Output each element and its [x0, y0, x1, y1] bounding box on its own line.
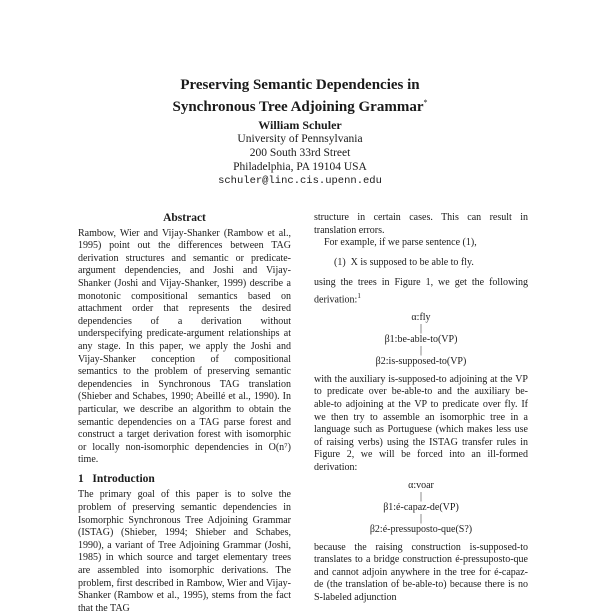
derivation-2 [314, 479, 528, 536]
left-column [78, 212, 291, 615]
author-city: Philadelphia, PA 19104 USA [233, 161, 367, 173]
right-para-5: because the raising construction is-supposed-to translates to a bridge construction é-pressuposto-que and cannot adjoin anywhere in the tree for é-capaz-de (the translation of be-able-to) because there is no S-labeled adjunction [314, 541, 528, 604]
title-line-1: Preserving Semantic Dependencies in [180, 77, 420, 93]
author-email: schuler@linc.cis.upenn.edu [218, 175, 382, 187]
footnote-mark: 1 [357, 291, 361, 300]
title-line-2: Synchronous Tree Adjoining Grammar [172, 99, 424, 115]
derivation-1-root: α:fly [411, 311, 431, 323]
right-para-1: structure in certain cases. This can result in translation errors. [314, 212, 528, 236]
derivation-2-branch-1: | [419, 490, 422, 502]
derivation-2-root: α:voar [408, 479, 434, 491]
example-sentence [334, 257, 528, 270]
intro-heading-text: Introduction [92, 472, 155, 485]
intro-heading-number: 1 [78, 472, 84, 485]
derivation-2-node-1: β1:é-capaz-de(VP) [383, 501, 459, 513]
derivation-1 [314, 311, 528, 368]
intro-heading [78, 473, 291, 486]
author-name: William Schuler [258, 118, 342, 132]
right-para-3-text: using the trees in Figure 1, we get the following derivation: [314, 277, 528, 306]
title-block [0, 76, 600, 116]
intro-text: The primary goal of this paper is to solve the problem of preserving semantic dependencies in Isomorphic Synchronous Tree Adjoining Grammar (ISTAG) (Shieber, 1994; Shieber and Schabes, 1990), a variant of Tree Adjoining Grammar (Joshi, 1985) in which source and target elementary trees are assembled into isomorphic derivations. The problem, first described in Rambow, Wier and Vijay-Shanker (Rambow et al., 1995), stems from the fact that the TAG [78, 489, 291, 614]
abstract-text: Rambow, Wier and Vijay-Shanker (Rambow et al., 1995) point out the differences between TAG derivation structures and semantic or predicate-argument dependencies, and Joshi and Vijay-Shanker (Joshi and Vijay-Shanker, 1999) describe a monotonic compositional semantics based on attachment order that represents the desired dependencies of a derivation without underspecifying predicate-argument relationships at any stage. In this paper, we apply the Joshi and Vijay-Shanker conception of compositional semantics to the problem of preserving semantic dependencies in Synchronous TAG translation (Shieber and Schabes, 1990; Abeillé et al., 1990). In particular, we describe an algorithm to obtain the semantic dependencies on a TAG parse forest and construct a target derivation forest with isomorphic or locally non-isomorphic dependencies in O(n⁷) time. [78, 227, 291, 466]
derivation-1-node-1: β1:be-able-to(VP) [384, 333, 458, 345]
derivation-1-branch-2: | [419, 344, 422, 356]
derivation-2-branch-2: | [419, 512, 422, 524]
paper-title [0, 76, 600, 116]
derivation-1-branch-1: | [419, 322, 422, 334]
author-street: 200 South 33rd Street [249, 147, 351, 159]
example-text: X is supposed to be able to fly. [350, 256, 474, 268]
abstract-heading: Abstract [163, 212, 206, 224]
derivation-2-node-2: β2:é-pressuposto-que(S?) [369, 523, 473, 535]
right-para-4: with the auxiliary is-supposed-to adjoining at the VP to predicate over be-able-to and the auxiliary be-able-to adjoining at the VP to predicate over fly. If we then try to assemble an isomorphic tree in a language such as Portuguese (which makes less use of raising verbs) using the ISTAG transfer rules in Figure 2, we will be forced into an ill-formed derivation: [314, 373, 528, 474]
title-footnote-mark: * [423, 98, 428, 107]
right-para-2: For example, if we parse sentence (1), [324, 237, 477, 249]
author-block [0, 118, 600, 188]
right-para-3 [314, 277, 528, 307]
derivation-1-node-2: β2:is-supposed-to(VP) [375, 355, 467, 367]
example-number: (1) [334, 256, 346, 268]
author-affiliation: University of Pennsylvania [237, 133, 363, 145]
right-column [314, 212, 528, 605]
